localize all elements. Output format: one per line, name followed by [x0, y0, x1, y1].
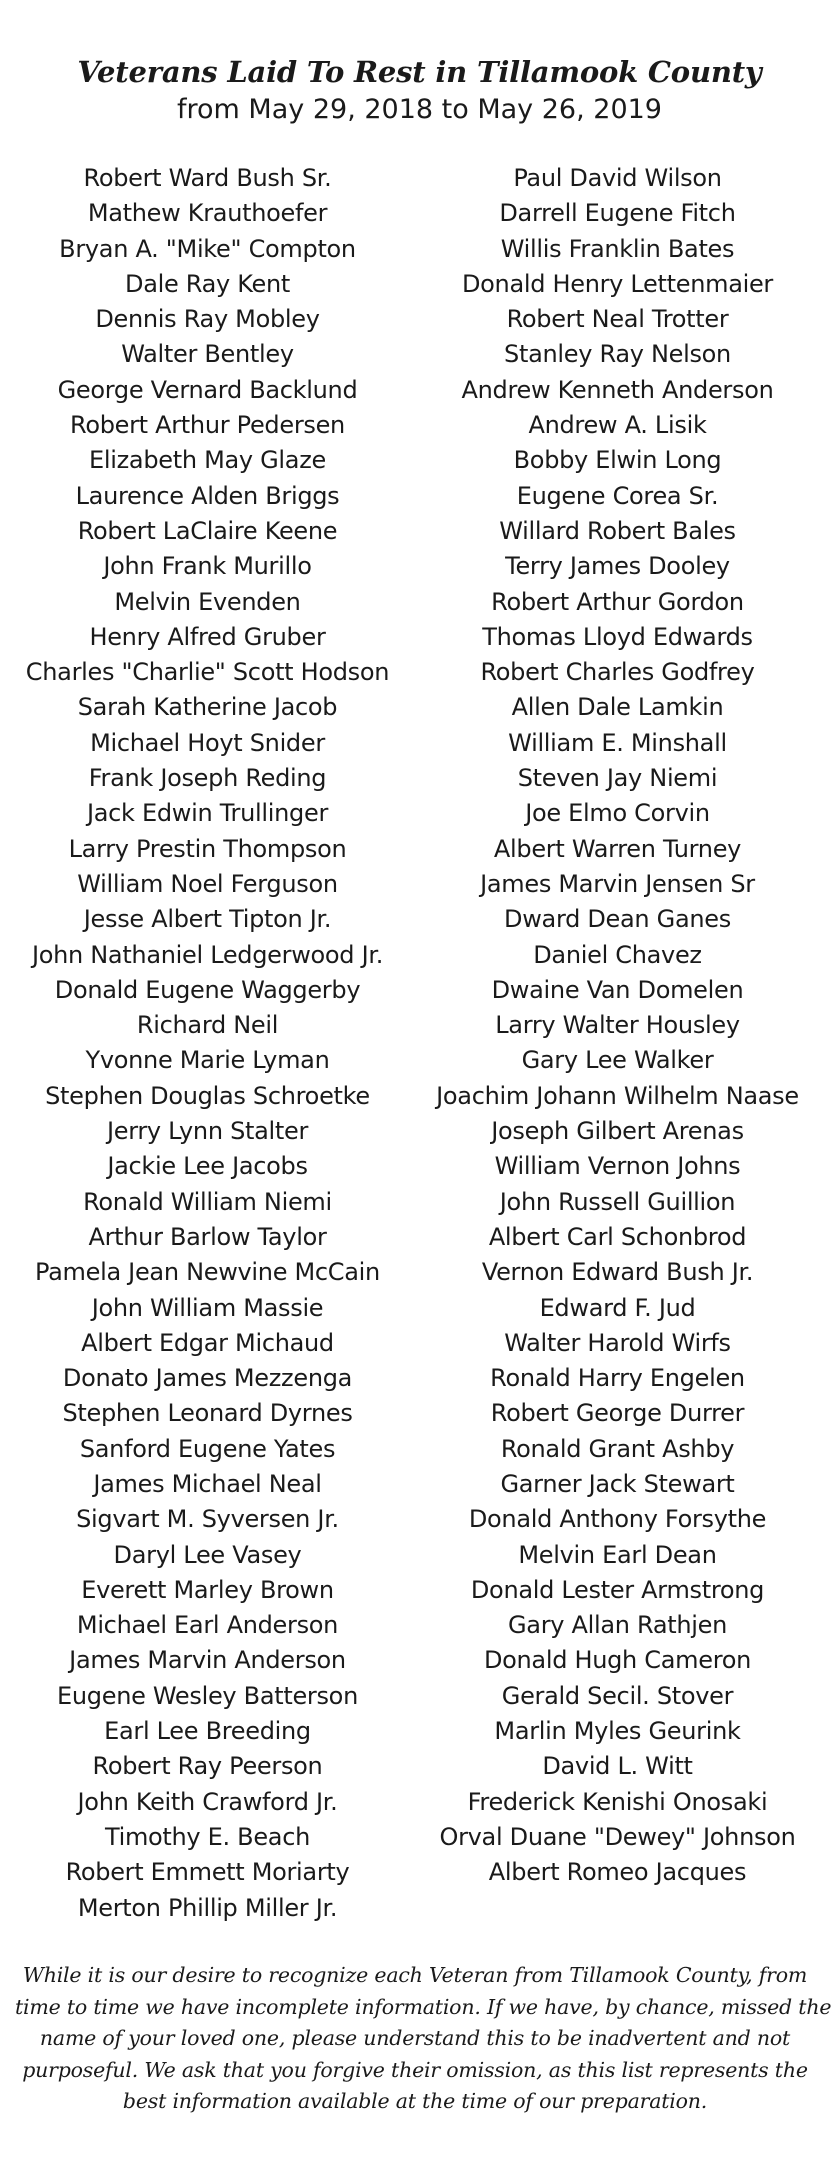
veteran-name: Robert Charles Godfrey [480, 658, 755, 687]
page-subtitle: from May 29, 2018 to May 26, 2019 [177, 94, 662, 125]
veteran-name: Laurence Alden Briggs [75, 481, 340, 510]
veteran-name: Pamela Jean Newvine McCain [35, 1258, 380, 1287]
veteran-name: Gary Lee Walker [521, 1046, 714, 1075]
veteran-name: William Noel Ferguson [77, 869, 338, 898]
veteran-name: John Keith Crawford Jr. [77, 1787, 338, 1816]
veteran-name: Everett Marley Brown [81, 1575, 334, 1604]
veteran-name: Donald Henry Lettenmaier [461, 269, 774, 298]
veteran-name: Stephen Douglas Schroetke [45, 1081, 370, 1110]
veteran-name: Daryl Lee Vasey [113, 1540, 302, 1569]
veteran-name: John William Massie [91, 1293, 324, 1322]
veteran-name: Sarah Katherine Jacob [77, 693, 338, 722]
veteran-name: Vernon Edward Bush Jr. [481, 1258, 754, 1287]
veteran-name: Sigvart M. Syversen Jr. [76, 1505, 339, 1534]
veteran-name: Richard Neil [136, 1011, 279, 1040]
veteran-name: John Russell Guillion [499, 1187, 736, 1216]
veteran-name: Jackie Lee Jacobs [107, 1152, 308, 1181]
veteran-name: Daniel Chavez [533, 940, 702, 969]
veteran-name: Paul David Wilson [513, 164, 722, 192]
veteran-name: William Vernon Johns [494, 1152, 741, 1181]
veteran-name: Frank Joseph Reding [88, 764, 327, 793]
veteran-name: Robert Emmett Moriarty [65, 1858, 350, 1887]
veteran-name: Melvin Earl Dean [518, 1540, 717, 1569]
veteran-name: Robert George Durrer [490, 1399, 745, 1428]
veteran-name: Willard Robert Bales [499, 516, 736, 545]
page-header [0, 52, 839, 128]
veteran-name: John Nathaniel Ledgerwood Jr. [31, 940, 384, 969]
veteran-name: Charles "Charlie" Scott Hodson [25, 658, 390, 687]
veteran-name: Larry Walter Housley [495, 1011, 740, 1040]
veteran-name: Joachim Johann Wilhelm Naase [436, 1081, 799, 1110]
veteran-name: Thomas Lloyd Edwards [482, 622, 753, 651]
veteran-name: Stephen Leonard Dyrnes [62, 1399, 353, 1428]
veteran-name: Darrell Eugene Fitch [499, 199, 736, 228]
veteran-name: Andrew A. Lisik [528, 411, 707, 440]
veteran-name: Eugene Wesley Batterson [57, 1681, 358, 1710]
veteran-name: Marlin Myles Geurink [494, 1717, 741, 1746]
veteran-name: Joseph Gilbert Arenas [491, 1117, 744, 1146]
veteran-name: Joe Elmo Corvin [525, 799, 710, 828]
veteran-name: Dale Ray Kent [125, 269, 290, 298]
veteran-name: James Michael Neal [93, 1469, 322, 1498]
veteran-name: Ronald William Niemi [83, 1187, 332, 1216]
veteran-name: Albert Warren Turney [493, 834, 742, 863]
veteran-name: Jesse Albert Tipton Jr. [83, 905, 332, 934]
veteran-name: Donald Hugh Cameron [483, 1646, 752, 1675]
veteran-name: Robert Ward Bush Sr. [83, 164, 332, 192]
veteran-name: Walter Harold Wirfs [504, 1328, 731, 1357]
veteran-name: Ronald Harry Engelen [490, 1364, 745, 1393]
veteran-name: Gary Allan Rathjen [507, 1611, 728, 1640]
veteran-name: Steven Jay Niemi [517, 764, 718, 793]
veteran-name: Gerald Secil. Stover [501, 1681, 734, 1710]
veteran-name: Earl Lee Breeding [104, 1717, 311, 1746]
veteran-name: James Marvin Jensen Sr [480, 869, 755, 898]
page-title: Veterans Laid To Rest in Tillamook County [77, 55, 762, 89]
veteran-name: Michael Earl Anderson [76, 1611, 339, 1640]
footnote-line: name of your loved one, please understand this to be inadvertent and not [39, 2026, 791, 2050]
veteran-name: Dward Dean Ganes [504, 905, 731, 934]
veteran-name: Melvin Evenden [114, 587, 301, 616]
veteran-name: Larry Prestin Thompson [68, 834, 347, 863]
veteran-name: Willis Franklin Bates [500, 234, 735, 263]
veteran-name: David L. Witt [542, 1752, 693, 1781]
footnote-line: While it is our desire to recognize each Veteran from Tillamook County, from [22, 1963, 808, 1987]
veteran-name: Michael Hoyt Snider [90, 728, 325, 757]
veteran-name: Jack Edwin Trullinger [86, 799, 329, 828]
veteran-name: James Marvin Anderson [69, 1646, 346, 1675]
veteran-name: Yvonne Marie Lyman [85, 1046, 330, 1075]
veteran-name: William E. Minshall [508, 728, 727, 757]
veteran-name: Robert Neal Trotter [506, 305, 729, 334]
veteran-name: Robert Arthur Pedersen [70, 411, 345, 440]
veteran-name: Robert Ray Peerson [92, 1752, 323, 1781]
veteran-name: Robert Arthur Gordon [491, 587, 744, 616]
veteran-name: Garner Jack Stewart [500, 1469, 735, 1498]
veteran-name: Mathew Krauthoefer [87, 199, 328, 228]
veteran-name: Orval Duane "Dewey" Johnson [439, 1822, 796, 1851]
veteran-name: Andrew Kenneth Anderson [461, 375, 774, 404]
veteran-name: Albert Edgar Michaud [81, 1328, 334, 1357]
veteran-name: Albert Romeo Jacques [488, 1858, 747, 1887]
right-name-column [415, 161, 820, 1891]
veteran-name: Albert Carl Schonbrod [488, 1222, 747, 1251]
veteran-name: Bryan A. "Mike" Compton [59, 234, 356, 263]
veteran-name: George Vernard Backlund [57, 375, 358, 404]
veteran-name: Allen Dale Lamkin [511, 693, 724, 722]
veteran-name: Dennis Ray Mobley [95, 305, 320, 334]
footnote-line: time to time we have incomplete information. If we have, by chance, missed the [15, 1994, 832, 2019]
veteran-name: Dwaine Van Domelen [491, 975, 744, 1004]
veteran-name: Donald Anthony Forsythe [468, 1505, 767, 1534]
veteran-name: Stanley Ray Nelson [504, 340, 731, 369]
footnote-line: best information available at the time of our preparation. [122, 2089, 708, 2113]
footnote [15, 1960, 832, 2118]
veteran-name: Elizabeth May Glaze [89, 446, 326, 475]
veteran-name: Merton Phillip Miller Jr. [77, 1893, 338, 1922]
veteran-name: Henry Alfred Gruber [89, 622, 326, 651]
left-name-column [10, 161, 405, 1926]
veteran-name: Arthur Barlow Taylor [88, 1222, 327, 1251]
veteran-name: Terry James Dooley [505, 552, 730, 581]
veteran-name: Robert LaClaire Keene [77, 516, 338, 545]
veteran-name: Ronald Grant Ashby [500, 1434, 735, 1463]
veteran-name: Bobby Elwin Long [513, 446, 722, 475]
veteran-name: Edward F. Jud [539, 1293, 696, 1322]
veteran-name: Timothy E. Beach [104, 1822, 311, 1851]
veteran-name: Donald Eugene Waggerby [54, 975, 361, 1004]
veteran-name: Sanford Eugene Yates [79, 1434, 336, 1463]
footnote-line: purposeful. We ask that you forgive their omission, as this list represents the [22, 2057, 808, 2082]
veteran-name: Eugene Corea Sr. [516, 481, 719, 510]
veteran-name: Walter Bentley [121, 340, 294, 369]
veteran-name: John Frank Murillo [103, 552, 312, 581]
veteran-name: Frederick Kenishi Onosaki [467, 1787, 768, 1816]
veteran-name: Jerry Lynn Stalter [106, 1117, 309, 1146]
veteran-name: Donato James Mezzenga [62, 1364, 353, 1393]
veteran-name: Donald Lester Armstrong [470, 1575, 765, 1604]
